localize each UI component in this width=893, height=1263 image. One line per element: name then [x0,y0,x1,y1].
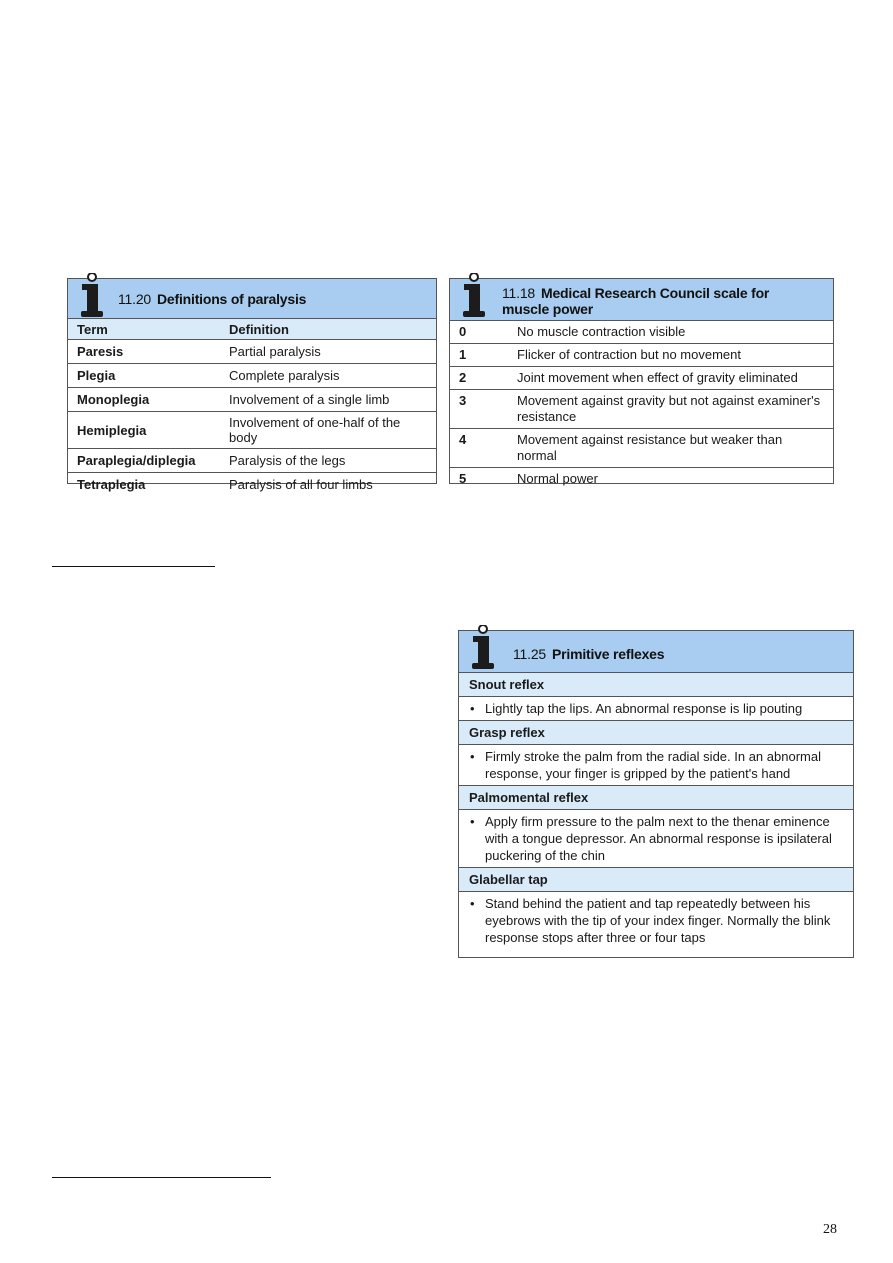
grade-cell: 4 [450,429,508,468]
table-row [450,321,833,344]
reflex-description [459,744,853,785]
table-row [68,388,436,412]
box-number: 11.20 [118,291,151,307]
term-cell: Hemiplegia [68,412,220,449]
definition-cell: Paralysis of the legs [220,449,436,473]
box-title-text: Definitions of paralysis [157,291,307,307]
mrc-scale-table [450,321,833,490]
table-header-row [68,319,436,340]
reflex-section [459,720,853,785]
reflex-title: Snout reflex [459,673,853,696]
reflex-text: Firmly stroke the palm from the radial side. In an abnormal response, your finger is gripped by the patient's hand [485,749,821,781]
table-row [68,340,436,364]
paralysis-definitions-box [67,278,437,492]
reflex-text: Lightly tap the lips. An abnormal response is lip pouting [485,701,803,716]
reflex-description [459,696,853,720]
description-cell: Flicker of contraction but no movement [508,344,833,367]
box-header [450,279,833,321]
box-title [118,291,306,307]
description-cell: No muscle contraction visible [517,324,686,339]
box-number: 11.25 [513,646,546,662]
paralysis-table [68,319,436,496]
bullet-icon: • [470,896,475,911]
definition-cell: Complete paralysis [220,364,436,388]
bullet-icon: • [470,814,475,829]
box-title [502,285,769,317]
reflex-section [459,673,853,720]
page-number: 28 [823,1222,837,1237]
table-row [68,412,436,449]
table-row [68,364,436,388]
column-header-definition: Definition [220,319,436,340]
bullet-icon: • [470,749,475,764]
definition-cell: Paralysis of all four limbs [220,473,436,497]
table-row [68,449,436,473]
description-cell: Normal power [508,468,833,491]
grade-cell: 5 [450,468,508,491]
box-number: 11.18 [502,285,535,301]
box-title-text: Primitive reflexes [552,646,665,662]
table-row [450,344,833,367]
column-header-term: Term [68,319,220,340]
reflex-text: Apply firm pressure to the palm next to the thenar eminence with a tongue depressor. An abnormal response is ipsilateral puckering of the chin [485,814,832,863]
definition-cell: Involvement of one-half of the body [220,412,436,449]
box-title [513,646,664,662]
reflex-section [459,867,853,949]
box-header [68,279,436,319]
term-cell: Plegia [68,364,220,388]
reflex-list [459,673,853,949]
footnote-separator [52,1177,271,1178]
grade-cell: 1 [450,344,508,367]
reflex-title: Grasp reflex [459,720,853,744]
grade-cell: 3 [450,390,508,429]
reflex-title: Palmomental reflex [459,785,853,809]
definition-cell: Involvement of a single limb [220,388,436,412]
grade-cell: 0 [459,324,467,339]
table-row [450,468,833,491]
reflex-title: Glabellar tap [459,867,853,891]
term-cell: Tetraplegia [68,473,220,497]
box-title-line1: Medical Research Council scale for [541,285,770,301]
grade-cell: 2 [450,367,508,390]
info-icon [76,273,106,321]
primitive-reflexes-box [458,630,854,958]
bullet-icon: • [470,701,475,716]
box-title-line2: muscle power [502,301,593,317]
heading-underline [52,566,215,567]
info-icon [458,273,488,321]
reflex-description [459,809,853,867]
term-cell: Paresis [68,340,220,364]
description-cell: Joint movement when effect of gravity eliminated [508,367,833,390]
table-row [450,367,833,390]
term-cell: Monoplegia [68,388,220,412]
table-row [450,390,833,429]
reflex-description [459,891,853,949]
definition-cell: Partial paralysis [220,340,436,364]
info-icon [467,625,497,673]
table-row [450,429,833,468]
mrc-scale-box [449,278,834,484]
term-cell: Paraplegia/diplegia [68,449,220,473]
box-header [459,631,853,673]
reflex-text: Stand behind the patient and tap repeatedly between his eyebrows with the tip of your index finger. Normally the blink response stops after three or four taps [485,896,831,945]
description-cell: Movement against resistance but weaker than normal [508,429,833,468]
reflex-section [459,785,853,867]
table-row [68,473,436,497]
description-cell: Movement against gravity but not against examiner's resistance [508,390,833,429]
